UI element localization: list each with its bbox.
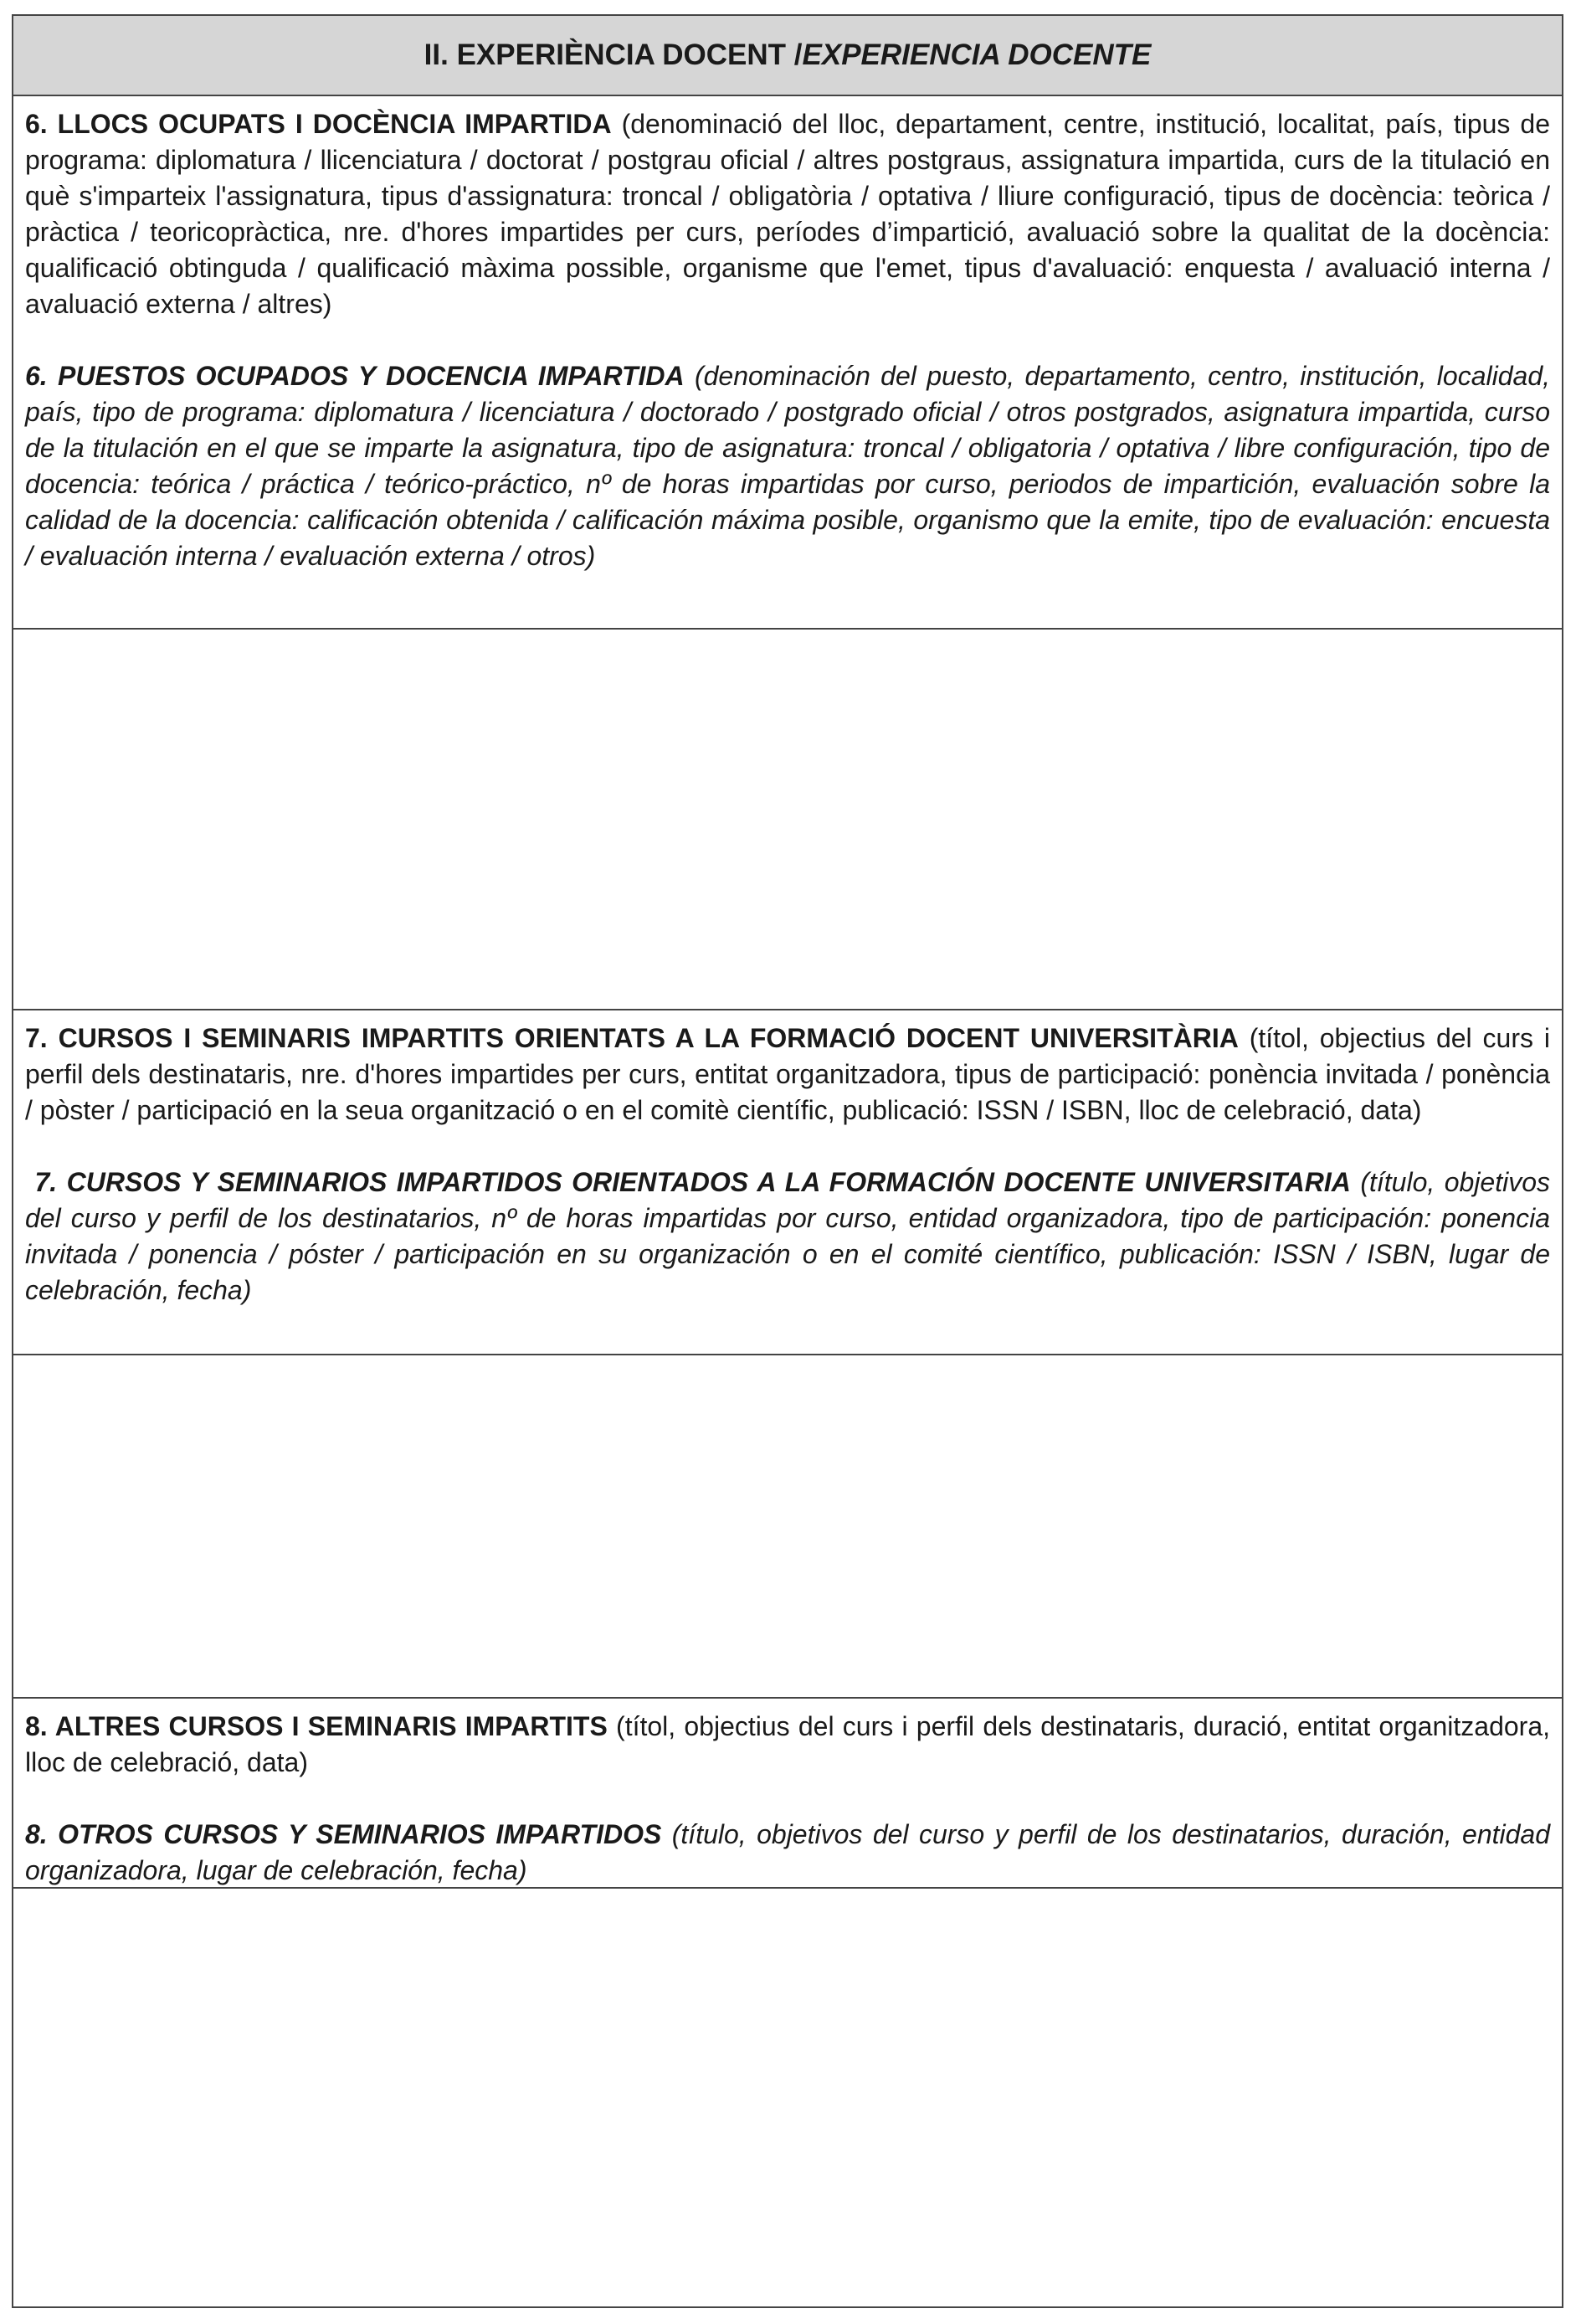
section-6-entry-area[interactable] <box>13 630 1562 1010</box>
section-title-ca: II. EXPERIÈNCIA DOCENT / <box>424 39 803 71</box>
section-6-es <box>25 358 1550 574</box>
section-6-es-body: (denominación del puesto, departamento, centro, institución, localidad, país, tipo de programa: diplomatura / licenciatura / doctorado / postgrado oficial / otros postgrados, asignatura impartida, curso de la titulación en el que se imparte la asignatura, tipo de asignatura: troncal / obligatoria / optativa / libre configuración, tipo de docencia: teórica / práctica / teórico-práctico, nº de horas impartidas por curso, periodos de impartición, evaluación sobre la calidad de la docencia: calificación obtenida / calificación máxima posible, organismo que la emite, tipo de evaluación: encuesta / evaluación interna / evaluación externa / otros) <box>25 361 1551 571</box>
section-6-ca <box>25 106 1550 322</box>
section-7-ca-body: (títol, objectius del curs i perfil dels destinataris, nre. d'hores impartides per curs, entitat organitzadora, tipus de participació: ponència invitada / ponència / pòster / participació en la seua organització o en el comitè científic, publicació: ISSN / ISBN, lloc de celebració, data) <box>25 1023 1551 1125</box>
section-7-es <box>25 1165 1550 1309</box>
section-8-description <box>13 1699 1562 1889</box>
section-7-ca <box>25 1021 1550 1129</box>
section-8-entry-area[interactable] <box>13 1889 1562 2306</box>
section-8-ca-body: (títol, objectius del curs i perfil dels destinataris, duració, entitat organitzadora, lloc de celebració, data) <box>25 1711 1551 1777</box>
section-8-es-body: (título, objetivos del curso y perfil de los destinatarios, duración, entidad organizadora, lugar de celebración, fecha) <box>25 1819 1551 1885</box>
section-7-description <box>13 1010 1562 1355</box>
section-8-ca-heading: 8. ALTRES CURSOS I SEMINARIS IMPARTITS <box>25 1711 608 1741</box>
section-6-es-heading: 6. PUESTOS OCUPADOS Y DOCENCIA IMPARTIDA <box>25 361 685 391</box>
section-title-es: EXPERIENCIA DOCENTE <box>802 39 1152 71</box>
section-6-ca-heading: 6. LLOCS OCUPATS I DOCÈNCIA IMPARTIDA <box>25 109 612 139</box>
section-6-ca-body: (denominació del lloc, departament, centre, institució, localitat, país, tipus de programa: diplomatura / llicenciatura / doctorat / postgrau oficial / altres postgraus, assignatura impartida, curs de la titulació en què s'imparteix l'assignatura, tipus d'assignatura: troncal / obligatòria / optativa / lliure configuració, tipus de docència: teòrica / pràctica / teoricopràctica, nre. d'hores impartides per curs, períodes d’impartició, avaluació sobre la qualitat de la docència: qualificació obtinguda / qualificació màxima possible, organisme que l'emet, tipus d'avaluació: enquesta / avaluació interna / avaluació externa / altres) <box>25 109 1550 319</box>
section-7-entry-area[interactable] <box>13 1355 1562 1699</box>
section-8-ca <box>25 1709 1550 1781</box>
section-7-ca-heading: 7. CURSOS I SEMINARIS IMPARTITS ORIENTATS A LA FORMACIÓ DOCENT UNIVERSITÀRIA <box>25 1023 1239 1053</box>
teaching-experience-form <box>12 14 1563 2308</box>
section-8-es <box>25 1817 1550 1889</box>
section-8-es-heading: 8. OTROS CURSOS Y SEMINARIOS IMPARTIDOS <box>25 1819 662 1849</box>
section-6-description <box>13 96 1562 630</box>
section-7-es-body: (título, objetivos del curso y perfil de los destinatarios, nº de horas impartidas por curso, entidad organizadora, tipo de participación: ponencia invitada / ponencia / póster / participación en su organización o en el comité científico, publicación: ISSN / ISBN, lugar de celebración, fecha) <box>25 1167 1551 1305</box>
section-7-es-heading: 7. CURSOS Y SEMINARIOS IMPARTIDOS ORIENTADOS A LA FORMACIÓN DOCENTE UNIVERSITARIA <box>34 1167 1351 1197</box>
section-header <box>13 16 1562 96</box>
